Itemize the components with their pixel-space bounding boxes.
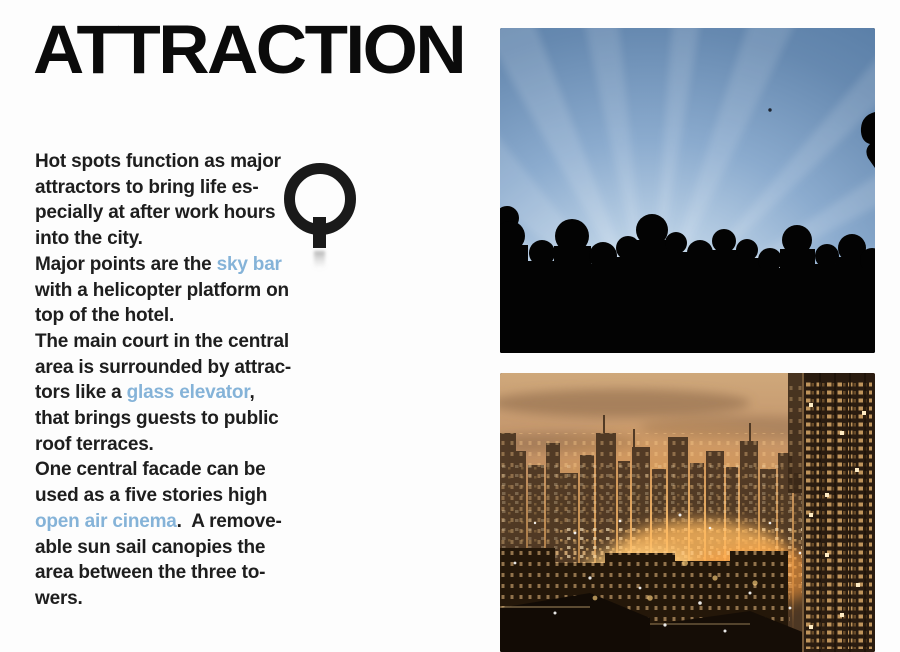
body-text-line: Hot spots function as major [35, 151, 281, 172]
body-text-line: that brings guests to public [35, 408, 279, 430]
body-text-line: roof terraces. [35, 433, 154, 455]
body-text-line: area is surrounded by attrac- [35, 356, 292, 378]
body-text-line: The main court in the central [35, 330, 289, 352]
body-text-line: pecially at after work hours [35, 202, 276, 224]
body-text-line: into the city. [35, 228, 143, 250]
body-text-line: attractors to bring life es- [35, 176, 259, 198]
highlighted-term: sky bar [216, 253, 282, 275]
body-text-line: wers. [35, 587, 83, 609]
highlighted-term: glass elevator [126, 382, 250, 404]
q-power-logo-icon [284, 160, 366, 275]
city-night-photo [500, 373, 875, 652]
body-text-line: tors like a glass elevator, [35, 382, 255, 404]
highlighted-term: open air cinema [35, 510, 177, 532]
body-text-line: open air cinema. A remove- [35, 510, 282, 532]
body-text-line: with a helicopter platform on [35, 279, 289, 301]
body-paragraph [35, 149, 292, 612]
body-text-line: One central facade can be [35, 459, 266, 481]
body-text-line: top of the hotel. [35, 305, 175, 327]
crowd-photo [500, 28, 875, 353]
body-text-line: used as a five stories high [35, 485, 268, 507]
body-text-line: Major points are the sky bar [35, 253, 282, 275]
body-text-line: able sun sail canopies the [35, 536, 266, 558]
body-text-line: area between the three to- [35, 562, 266, 584]
page-title: ATTRACTION [33, 12, 465, 89]
